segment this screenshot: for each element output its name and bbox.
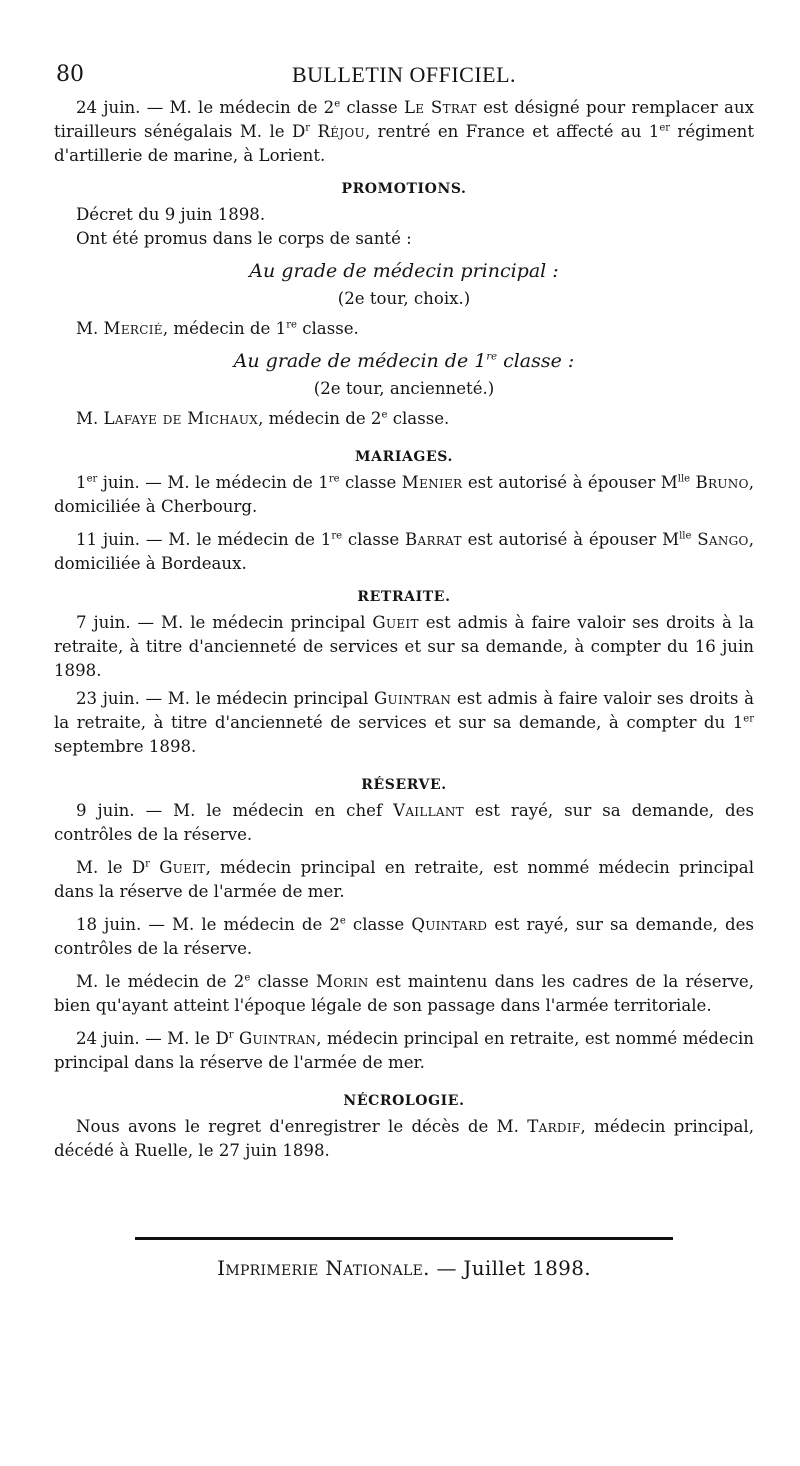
paragraph-tardif: Nous avons le regret d'enregistrer le décès de M. Tardif, médecin principal, décédé à Ruelle, le 27 juin 1898. — [54, 1117, 755, 1160]
document-body — [54, 96, 754, 1163]
promoted-intro: Ont été promus dans le corps de santé : — [76, 229, 412, 248]
paragraph-lafaye: M. Lafaye de Michaux, médecin de 2e classe. — [76, 409, 450, 428]
paragraph-gueit-reserve: M. le $D^r$ Gueit, médecin principal en retraite, est nommé médecin principal dans la réserve de l'armée de mer. — [54, 858, 755, 901]
paragraph-morin: M. le médecin de 2e classe Morin est maintenu dans les cadres de la réserve, bien qu'ayant atteint l'époque légale de son passage dans l'armée territoriale. — [54, 972, 754, 1015]
grade-note-seniority: (2e tour, ancienneté.) — [313, 379, 495, 398]
paragraph-mercie: M. Mercié, médecin de 1re classe. — [76, 319, 359, 338]
grade-heading-first-class: Au grade de médecin de 1re classe : — [233, 350, 575, 372]
paragraph-vaillant: 9 juin. — M. le médecin en chef Vaillant est rayé, sur sa demande, des contrôles de la réserve. — [54, 801, 754, 844]
section-heading-promotions: PROMOTIONS. — [341, 181, 467, 197]
section-heading-mariages: MARIAGES. — [355, 449, 453, 465]
section-heading-reserve: RÉSERVE. — [361, 777, 447, 793]
section-heading-retraite: RETRAITE. — [357, 589, 451, 605]
page-header — [54, 62, 754, 96]
paragraph-guintran-retraite: 23 juin. — M. le médecin principal Guintran est admis à faire valoir ses droits à la retraite, à titre d'ancienneté de services et sur sa demande, à compter du 1er septembre 1898. — [54, 689, 754, 756]
paragraph-quintard: 18 juin. — M. le médecin de 2e classe Quintard est rayé, sur sa demande, des contrôles de la réserve. — [54, 915, 754, 958]
grade-note-choice: (2e tour, choix.) — [337, 289, 471, 308]
decree-line: Décret du 9 juin 1898. — [76, 205, 266, 224]
grade-heading-principal: Au grade de médecin principal : — [249, 260, 559, 282]
paragraph-barrat: 11 juin. — M. le médecin de 1re classe Barrat est autorisé à épouser $M^{lle}$ Sango, domiciliée à Bordeaux. — [54, 530, 754, 573]
section-heading-necrologie: NÉCROLOGIE. — [343, 1093, 465, 1109]
page-number: 80 — [56, 62, 84, 87]
paragraph-gueit-retraite: 7 juin. — M. le médecin principal Gueit est admis à faire valoir ses droits à la retraite, à titre d'ancienneté de services et sur sa demande, à compter du 16 juin 1898. — [54, 613, 754, 680]
running-title: BULLETIN OFFICIEL. — [291, 62, 517, 87]
footer-rule — [135, 1237, 673, 1240]
paragraph-guintran-reserve: 24 juin. — M. le $D^r$ Guintran, médecin principal en retraite, est nommé médecin principal dans la réserve de l'armée de mer. — [54, 1029, 754, 1072]
paragraph-menier: 1er juin. — M. le médecin de 1re classe Menier est autorisé à épouser $M^{lle}$ Bruno, domiciliée à Cherbourg. — [54, 473, 755, 516]
imprint-footer: Imprimerie Nationale. — Juillet 1898. — [217, 1256, 591, 1280]
paragraph-le-strat: 24 juin. — M. le médecin de 2e classe Le Strat est désigné pour remplacer aux tirailleurs sénégalais M. le $D^r$ Réjou, rentré en France et affecté au 1er régiment d'artillerie de marine, à Lorient. — [54, 98, 755, 165]
